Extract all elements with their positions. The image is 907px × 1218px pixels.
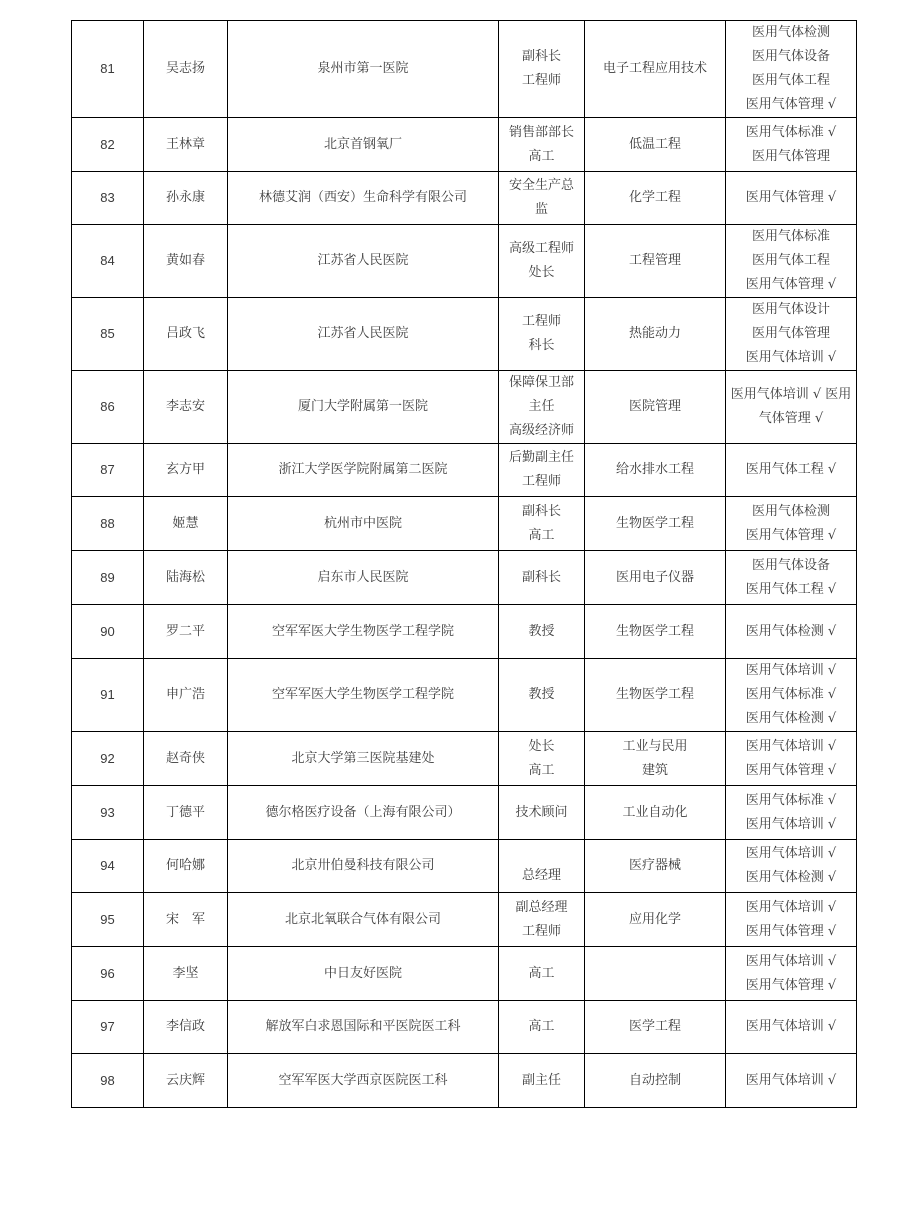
specialty-area-item: 医用气体培训 √ xyxy=(745,1019,837,1034)
cell-position-title xyxy=(499,497,585,551)
table-row xyxy=(72,840,857,893)
major-line: 医院管理 xyxy=(628,399,681,414)
cell-organization: 北京北氧联合气体有限公司 xyxy=(228,893,499,947)
cell-specialty-areas xyxy=(726,605,857,659)
position-line: 副主任 xyxy=(521,1072,561,1088)
specialty-area-item: 医用气体管理 xyxy=(751,326,830,341)
cell-position-title xyxy=(499,371,585,444)
table-row xyxy=(72,172,857,225)
cell-specialty-areas xyxy=(726,172,857,225)
table-row xyxy=(72,947,857,1001)
cell-organization: 江苏省人民医院 xyxy=(228,298,499,371)
specialty-area-item: 医用气体培训 √ xyxy=(745,350,837,365)
cell-specialty-areas xyxy=(726,1001,857,1054)
cell-serial-number: 95 xyxy=(72,893,144,947)
specialty-area-item: 医用气体工程 xyxy=(751,73,830,88)
specialty-area-item: 医用气体培训 √ xyxy=(745,953,837,969)
position-line: 销售部部长 xyxy=(508,124,574,140)
cell-serial-number: 97 xyxy=(72,1001,144,1054)
specialty-area-item: 医用气体管理 √ xyxy=(745,97,837,112)
cell-specialty-areas xyxy=(726,732,857,786)
major-line: 低温工程 xyxy=(628,136,681,152)
cell-serial-number: 91 xyxy=(72,659,144,732)
table-row xyxy=(72,1001,857,1054)
cell-position-title xyxy=(499,21,585,118)
cell-serial-number: 92 xyxy=(72,732,144,786)
cell-expert-name: 宋 军 xyxy=(144,893,228,947)
major-line: 化学工程 xyxy=(628,190,681,205)
position-line: 高工 xyxy=(528,527,555,543)
position-line: 高工 xyxy=(528,148,555,164)
cell-specialty-areas xyxy=(726,893,857,947)
cell-organization: 厦门大学附属第一医院 xyxy=(228,371,499,444)
specialty-area-item: 医用气体检测 xyxy=(751,25,830,40)
position-line: 副科长 xyxy=(521,49,561,64)
position-line: 高工 xyxy=(528,1019,555,1034)
table-row xyxy=(72,225,857,298)
major-line: 工业自动化 xyxy=(622,804,688,820)
cell-expert-name: 丁德平 xyxy=(144,786,228,840)
specialty-area-item: 医用气体工程 √ xyxy=(745,462,837,477)
cell-serial-number: 90 xyxy=(72,605,144,659)
specialty-area-item: 医用气体管理 √ xyxy=(745,527,837,543)
position-line: 安全生产总 xyxy=(508,178,574,193)
cell-serial-number: 82 xyxy=(72,118,144,172)
cell-specialty-areas xyxy=(726,371,857,444)
cell-expert-name: 何哈娜 xyxy=(144,840,228,893)
specialty-area-item: 医用气体管理 √ xyxy=(745,977,837,993)
specialty-area-item: 医用气体培训 √ xyxy=(745,738,837,754)
cell-position-title xyxy=(499,298,585,371)
cell-expert-name: 吕政飞 xyxy=(144,298,228,371)
cell-specialty-areas xyxy=(726,118,857,172)
cell-specialty-areas xyxy=(726,551,857,605)
cell-position-title xyxy=(499,732,585,786)
major-line: 工业与民用 xyxy=(622,738,688,754)
position-line: 处长 xyxy=(528,265,555,280)
cell-organization: 解放军白求恩国际和平医院医工科 xyxy=(228,1001,499,1054)
position-line: 教授 xyxy=(528,687,555,702)
cell-serial-number: 83 xyxy=(72,172,144,225)
cell-major xyxy=(585,659,726,732)
cell-position-title xyxy=(499,444,585,497)
cell-specialty-areas xyxy=(726,225,857,298)
specialty-area-item: 医用气体培训 √ xyxy=(745,846,837,861)
position-line: 教授 xyxy=(528,623,555,639)
major-line: 热能动力 xyxy=(628,326,681,341)
specialty-area-item: 医用气体设备 xyxy=(751,557,830,573)
table-row xyxy=(72,732,857,786)
cell-position-title xyxy=(499,893,585,947)
major-line: 自动控制 xyxy=(628,1072,681,1088)
major-line: 建筑 xyxy=(641,762,668,778)
table-row xyxy=(72,786,857,840)
specialty-area-item: 医用气体管理 xyxy=(751,148,830,164)
cell-expert-name: 申广浩 xyxy=(144,659,228,732)
cell-major xyxy=(585,1001,726,1054)
major-line: 工程管理 xyxy=(628,253,681,268)
specialty-area-item: 医用气体标准 √ xyxy=(745,687,837,702)
position-line: 高级工程师 xyxy=(508,241,574,256)
position-line: 处长 xyxy=(528,738,555,754)
cell-organization: 杭州市中医院 xyxy=(228,497,499,551)
expert-roster-table xyxy=(71,20,857,1108)
cell-expert-name: 罗二平 xyxy=(144,605,228,659)
specialty-area-item: 医用气体管理 √ xyxy=(745,923,837,939)
cell-specialty-areas xyxy=(726,659,857,732)
cell-expert-name: 王林章 xyxy=(144,118,228,172)
position-line: 科长 xyxy=(528,338,555,353)
specialty-area-item: 医用气体工程 xyxy=(751,253,830,268)
cell-position-title xyxy=(499,840,585,893)
cell-serial-number: 86 xyxy=(72,371,144,444)
table-row xyxy=(72,444,857,497)
table-row xyxy=(72,298,857,371)
position-line: 副总经理 xyxy=(515,899,568,915)
cell-expert-name: 黄如春 xyxy=(144,225,228,298)
cell-organization: 空军军医大学西京医院医工科 xyxy=(228,1054,499,1108)
cell-organization: 北京大学第三医院基建处 xyxy=(228,732,499,786)
cell-specialty-areas xyxy=(726,444,857,497)
major-line: 生物医学工程 xyxy=(615,515,694,531)
specialty-area-item: 医用气体标准 √ xyxy=(745,124,837,140)
specialty-area-text: 医用气体培训 √ 医用气体管理 √ xyxy=(730,387,852,426)
specialty-area-item: 医用气体检测 √ xyxy=(745,623,837,639)
cell-serial-number: 81 xyxy=(72,21,144,118)
table-row xyxy=(72,371,857,444)
position-line: 工程师 xyxy=(521,73,561,88)
table-row xyxy=(72,893,857,947)
cell-major xyxy=(585,786,726,840)
cell-major xyxy=(585,840,726,893)
cell-serial-number: 85 xyxy=(72,298,144,371)
cell-specialty-areas xyxy=(726,298,857,371)
cell-organization: 江苏省人民医院 xyxy=(228,225,499,298)
cell-position-title xyxy=(499,551,585,605)
table-row xyxy=(72,551,857,605)
cell-expert-name: 云庆辉 xyxy=(144,1054,228,1108)
cell-position-title xyxy=(499,225,585,298)
cell-expert-name: 姬慧 xyxy=(144,497,228,551)
cell-expert-name: 吴志扬 xyxy=(144,21,228,118)
position-line: 副科长 xyxy=(521,569,561,585)
cell-major xyxy=(585,298,726,371)
cell-serial-number: 87 xyxy=(72,444,144,497)
specialty-area-item: 医用气体工程 √ xyxy=(745,581,837,597)
major-line: 生物医学工程 xyxy=(615,687,694,702)
cell-serial-number: 89 xyxy=(72,551,144,605)
cell-major xyxy=(585,1054,726,1108)
specialty-area-item: 医用气体检测 √ xyxy=(745,870,837,885)
major-line: 电子工程应用技术 xyxy=(602,61,707,76)
position-line: 工程师 xyxy=(521,314,561,329)
cell-major xyxy=(585,172,726,225)
cell-expert-name: 赵奇侠 xyxy=(144,732,228,786)
cell-organization: 启东市人民医院 xyxy=(228,551,499,605)
cell-specialty-areas xyxy=(726,1054,857,1108)
cell-specialty-areas xyxy=(726,947,857,1001)
cell-major xyxy=(585,21,726,118)
major-line: 应用化学 xyxy=(628,911,681,927)
position-line: 高级经济师 xyxy=(508,423,574,438)
cell-major xyxy=(585,732,726,786)
major-line: 生物医学工程 xyxy=(615,623,694,639)
position-line: 总经理 xyxy=(521,868,561,883)
cell-major xyxy=(585,371,726,444)
major-line: 医学工程 xyxy=(628,1019,681,1034)
major-line: 医疗器械 xyxy=(628,858,681,873)
table-row xyxy=(72,118,857,172)
cell-position-title xyxy=(499,1001,585,1054)
cell-specialty-areas xyxy=(726,21,857,118)
cell-organization: 北京首钢氧厂 xyxy=(228,118,499,172)
position-line: 监 xyxy=(534,202,548,217)
position-line: 副科长 xyxy=(521,503,561,519)
cell-position-title xyxy=(499,172,585,225)
cell-major xyxy=(585,605,726,659)
position-line: 技术顾问 xyxy=(515,804,568,820)
specialty-area-item: 医用气体设计 xyxy=(751,302,830,317)
cell-major xyxy=(585,444,726,497)
cell-expert-name: 玄方甲 xyxy=(144,444,228,497)
cell-expert-name: 陆海松 xyxy=(144,551,228,605)
cell-serial-number: 88 xyxy=(72,497,144,551)
specialty-area-item: 医用气体检测 √ xyxy=(745,711,837,726)
table-row xyxy=(72,1054,857,1108)
cell-position-title xyxy=(499,1054,585,1108)
position-line: 工程师 xyxy=(521,923,561,939)
specialty-area-item: 医用气体管理 √ xyxy=(745,762,837,778)
cell-position-title xyxy=(499,605,585,659)
cell-position-title xyxy=(499,786,585,840)
specialty-area-item: 医用气体标准 √ xyxy=(745,792,837,808)
cell-organization: 泉州市第一医院 xyxy=(228,21,499,118)
cell-major xyxy=(585,551,726,605)
specialty-area-item: 医用气体检测 xyxy=(751,503,830,519)
specialty-area-item: 医用气体培训 √ xyxy=(745,816,837,832)
specialty-area-item: 医用气体标准 xyxy=(751,229,830,244)
cell-expert-name: 李志安 xyxy=(144,371,228,444)
cell-organization: 中日友好医院 xyxy=(228,947,499,1001)
cell-position-title xyxy=(499,659,585,732)
cell-serial-number: 94 xyxy=(72,840,144,893)
cell-organization: 林德艾润（西安）生命科学有限公司 xyxy=(228,172,499,225)
cell-serial-number: 98 xyxy=(72,1054,144,1108)
position-line: 高工 xyxy=(528,762,555,778)
cell-expert-name: 李坚 xyxy=(144,947,228,1001)
cell-organization: 空军军医大学生物医学工程学院 xyxy=(228,605,499,659)
cell-major xyxy=(585,118,726,172)
table-row xyxy=(72,21,857,118)
position-line: 主任 xyxy=(528,399,555,414)
cell-serial-number: 96 xyxy=(72,947,144,1001)
specialty-area-item: 医用气体管理 √ xyxy=(745,277,837,292)
cell-major xyxy=(585,225,726,298)
cell-major xyxy=(585,893,726,947)
cell-organization: 空军军医大学生物医学工程学院 xyxy=(228,659,499,732)
table-row xyxy=(72,659,857,732)
position-line: 工程师 xyxy=(521,474,561,489)
specialty-area-item: 医用气体设备 xyxy=(751,49,830,64)
roster-body xyxy=(72,21,857,1108)
cell-organization: 浙江大学医学院附属第二医院 xyxy=(228,444,499,497)
cell-serial-number: 84 xyxy=(72,225,144,298)
cell-specialty-areas xyxy=(726,840,857,893)
cell-position-title xyxy=(499,118,585,172)
cell-position-title xyxy=(499,947,585,1001)
cell-specialty-areas xyxy=(726,497,857,551)
table-row xyxy=(72,497,857,551)
cell-specialty-areas xyxy=(726,786,857,840)
cell-organization: 北京卅伯曼科技有限公司 xyxy=(228,840,499,893)
major-line: 医用电子仪器 xyxy=(615,569,694,585)
cell-major xyxy=(585,947,726,1001)
cell-major xyxy=(585,497,726,551)
cell-expert-name: 孙永康 xyxy=(144,172,228,225)
specialty-area-item: 医用气体培训 √ xyxy=(745,663,837,678)
position-line: 保障保卫部 xyxy=(508,375,574,390)
cell-serial-number: 93 xyxy=(72,786,144,840)
specialty-area-item: 医用气体培训 √ xyxy=(745,1072,837,1088)
cell-expert-name: 李信政 xyxy=(144,1001,228,1054)
major-line: 给水排水工程 xyxy=(615,462,694,477)
specialty-area-item: 医用气体管理 √ xyxy=(745,190,837,205)
cell-organization: 德尔格医疗设备（上海有限公司） xyxy=(228,786,499,840)
specialty-area-item: 医用气体培训 √ xyxy=(745,899,837,915)
position-line: 高工 xyxy=(528,965,555,981)
table-row xyxy=(72,605,857,659)
position-line: 后勤副主任 xyxy=(508,450,574,465)
